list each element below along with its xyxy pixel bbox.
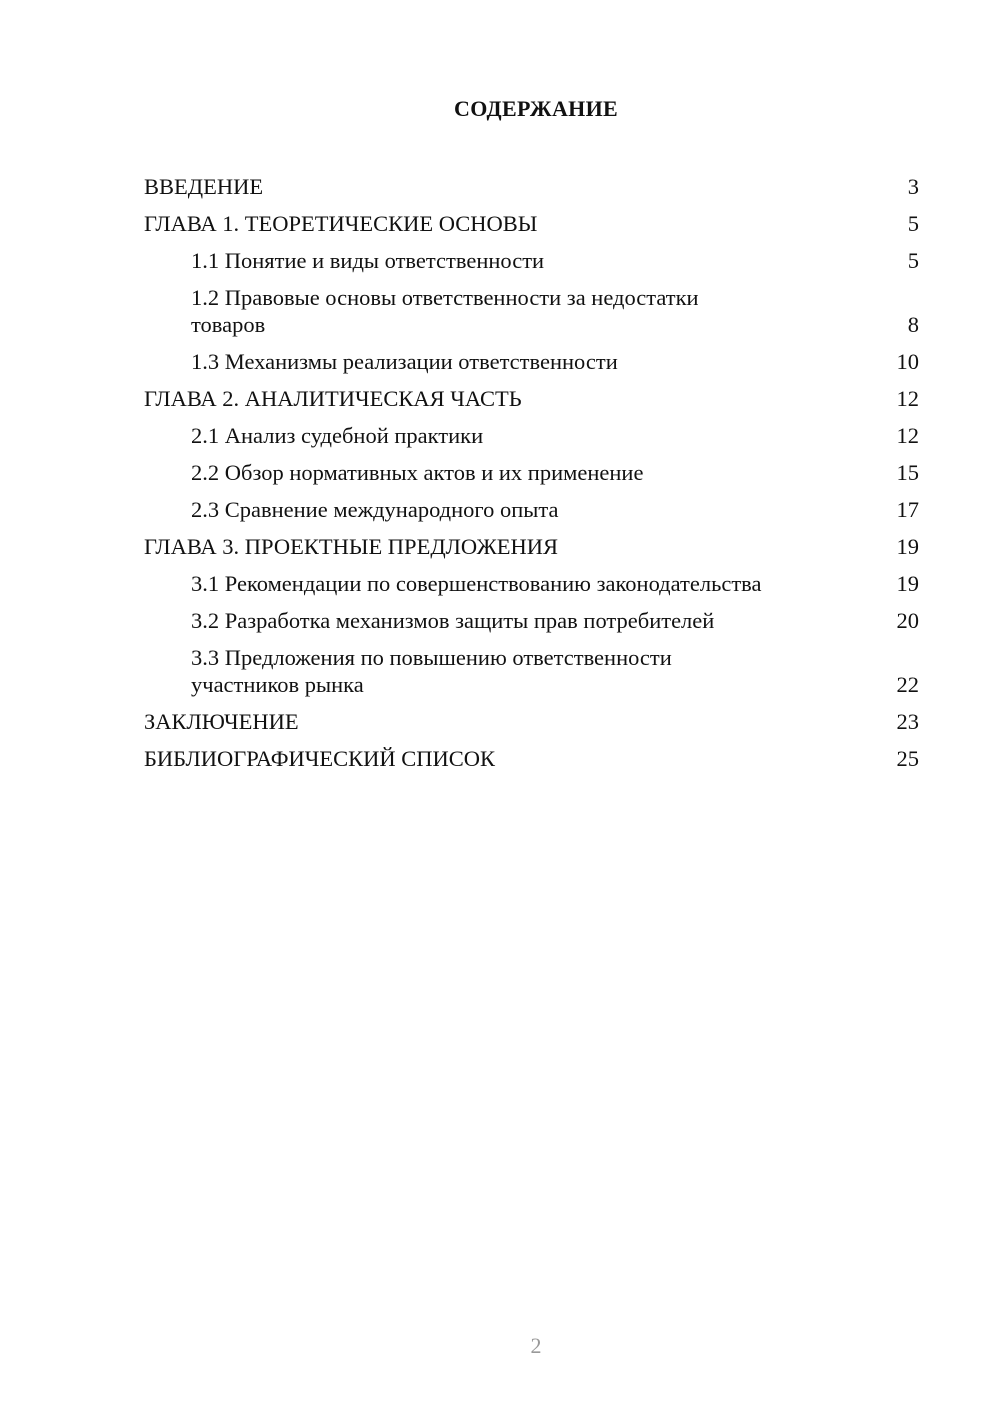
toc-item-page: 8 (907, 312, 919, 337)
toc-item-title: 3.3 Предложения по повышению ответственности участников рынка (191, 645, 672, 697)
toc-item-title: 2.3 Сравнение международного опыта (191, 497, 559, 522)
toc-item-title: ЗАКЛЮЧЕНИЕ (144, 709, 299, 734)
toc-item-title: 3.2 Разработка механизмов защиты прав потребителей (191, 608, 715, 633)
toc-item-chapter-3[interactable] (144, 528, 919, 565)
toc-item-title: 2.1 Анализ судебной практики (191, 423, 484, 448)
toc-item-section-2-3[interactable] (144, 491, 919, 528)
toc-item-section-3-1[interactable] (144, 565, 919, 602)
page-number: 2 (530, 1333, 542, 1358)
toc-item-title: 3.1 Рекомендации по совершенствованию законодательства (191, 571, 762, 596)
toc-item-page: 12 (896, 423, 919, 448)
toc-item-title: ВВЕДЕНИЕ (144, 174, 264, 199)
toc-item-section-3-2[interactable] (144, 602, 919, 639)
page-title: СОДЕРЖАНИЕ (454, 96, 618, 121)
toc-item-page: 5 (907, 211, 919, 236)
toc-item-page: 10 (896, 349, 919, 374)
toc-item-section-1-1[interactable] (144, 242, 919, 279)
toc-item-page: 15 (896, 460, 919, 485)
toc-item-bibliography[interactable] (144, 740, 919, 777)
toc-item-title: 1.1 Понятие и виды ответственности (191, 248, 545, 273)
toc-item-title: 1.2 Правовые основы ответственности за недостатки товаров (191, 285, 699, 337)
toc-item-title: 2.2 Обзор нормативных актов и их применение (191, 460, 644, 485)
table-of-contents (144, 168, 919, 777)
toc-item-page: 19 (896, 534, 919, 559)
toc-item-section-1-2[interactable] (144, 279, 919, 343)
toc-item-page: 22 (896, 672, 919, 697)
toc-item-title: 1.3 Механизмы реализации ответственности (191, 349, 618, 374)
toc-item-section-1-3[interactable] (144, 343, 919, 380)
toc-item-introduction[interactable] (144, 168, 919, 205)
toc-item-title: ГЛАВА 3. ПРОЕКТНЫЕ ПРЕДЛОЖЕНИЯ (144, 534, 559, 559)
toc-item-title: ГЛАВА 2. АНАЛИТИЧЕСКАЯ ЧАСТЬ (144, 386, 522, 411)
toc-item-page: 5 (907, 248, 919, 273)
toc-item-page: 20 (896, 608, 919, 633)
toc-item-title: БИБЛИОГРАФИЧЕСКИЙ СПИСОК (144, 746, 496, 771)
toc-item-section-3-3[interactable] (144, 639, 919, 703)
toc-item-page: 12 (896, 386, 919, 411)
toc-item-chapter-2[interactable] (144, 380, 919, 417)
toc-item-title: ГЛАВА 1. ТЕОРЕТИЧЕСКИЕ ОСНОВЫ (144, 211, 538, 236)
toc-item-page: 19 (896, 571, 919, 596)
toc-item-page: 3 (907, 174, 919, 199)
toc-item-page: 25 (896, 746, 919, 771)
toc-item-page: 23 (896, 709, 919, 734)
toc-item-page: 17 (896, 497, 919, 522)
toc-item-conclusion[interactable] (144, 703, 919, 740)
toc-item-section-2-2[interactable] (144, 454, 919, 491)
toc-item-section-2-1[interactable] (144, 417, 919, 454)
toc-item-chapter-1[interactable] (144, 205, 919, 242)
